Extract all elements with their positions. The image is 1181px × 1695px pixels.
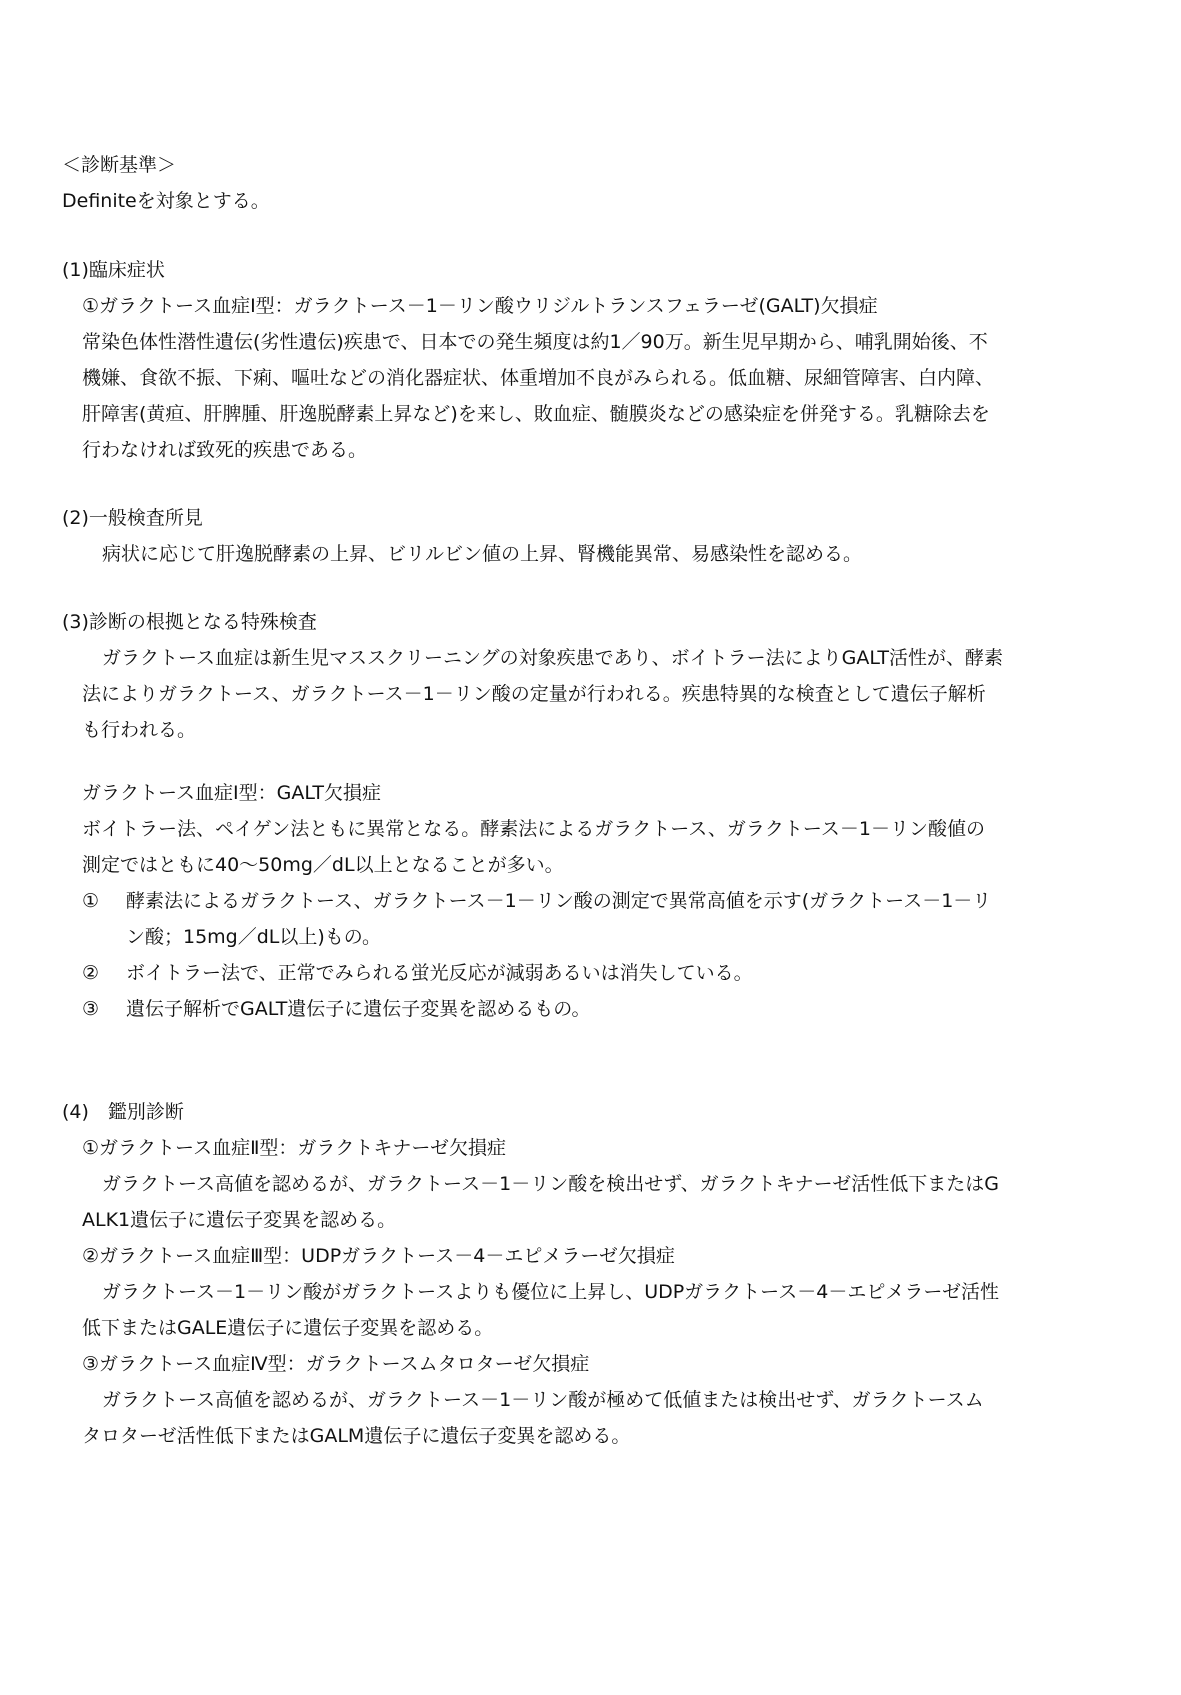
diff-item-line: タロターゼ活性低下またはGALM遺伝子に遺伝子変異を認める。 — [82, 1425, 631, 1447]
diff-item-line: ALK1遺伝子に遺伝子変異を認める。 — [82, 1209, 397, 1231]
section1-heading: (1)臨床症状 — [62, 259, 165, 281]
type1-heading: ガラクトース血症Ⅰ型：GALT欠損症 — [82, 782, 381, 804]
type1-line: ボイトラー法、ペイゲン法ともに異常となる。酵素法によるガラクトース、ガラクトース－1－リン酸値の — [82, 818, 986, 840]
criterion-number: ③ — [82, 998, 100, 1020]
diff-item-title: ①ガラクトース血症Ⅱ型：ガラクトキナーゼ欠損症 — [82, 1137, 507, 1159]
section1-subheading: ①ガラクトース血症Ⅰ型：ガラクトース－1－リン酸ウリジルトランスフェラーゼ(GALT)欠損症 — [82, 295, 878, 317]
section2-heading: (2)一般検査所見 — [62, 507, 203, 529]
diff-item-line: ガラクトース－1－リン酸がガラクトースよりも優位に上昇し、UDPガラクトース－4－エピメラーゼ活性 — [102, 1281, 999, 1303]
criterion-text: 酵素法によるガラクトース、ガラクトース－1－リン酸の測定で異常高値を示す(ガラクトース－1－リ — [126, 890, 992, 912]
criterion-text: 遺伝子解析でGALT遺伝子に遺伝子変異を認めるもの。 — [126, 998, 591, 1020]
section1-line: 機嫌、食欲不振、下痢、嘔吐などの消化器症状、体重増加不良がみられる。低血糖、尿細管障害、白内障、 — [82, 367, 995, 389]
page-title: ＜診断基準＞ — [62, 154, 177, 176]
section1-line: 常染色体性潜性遺伝(劣性遺伝)疾患で、日本での発生頻度は約1／90万。新生児早期から、哺乳開始後、不 — [82, 331, 988, 353]
section1-line: 肝障害(黄疸、肝脾腫、肝逸脱酵素上昇など)を来し、敗血症、髄膜炎などの感染症を併発する。乳糖除去を — [82, 403, 990, 425]
type1-line: 測定ではともに40～50mg／dL以上となることが多い。 — [82, 854, 564, 876]
criterion-number: ① — [82, 890, 100, 912]
criterion-number: ② — [82, 962, 100, 984]
criterion-text: ボイトラー法で、正常でみられる蛍光反応が減弱あるいは消失している。 — [126, 962, 753, 984]
section3-line: も行われる。 — [82, 719, 197, 741]
section4-heading: (4) 鑑別診断 — [62, 1101, 184, 1123]
diff-item-title: ③ガラクトース血症Ⅳ型：ガラクトースムタロターゼ欠損症 — [82, 1353, 590, 1375]
diff-item-line: ガラクトース高値を認めるが、ガラクトース－1－リン酸を検出せず、ガラクトキナーゼ活性低下またはG — [102, 1173, 1000, 1195]
section1-line: 行わなければ致死的疾患である。 — [82, 439, 368, 461]
diff-item-line: 低下またはGALE遺伝子に遺伝子変異を認める。 — [82, 1317, 494, 1339]
section3-line: 法によりガラクトース、ガラクトース－1－リン酸の定量が行われる。疾患特異的な検査として遺伝子解析 — [82, 683, 986, 705]
section2-line: 病状に応じて肝逸脱酵素の上昇、ビリルビン値の上昇、腎機能異常、易感染性を認める。 — [102, 543, 863, 565]
diff-item-line: ガラクトース高値を認めるが、ガラクトース－1－リン酸が極めて低値または検出せず、ガラクトースム — [102, 1389, 984, 1411]
page-subtitle: Definiteを対象とする。 — [62, 190, 270, 212]
section3-line: ガラクトース血症は新生児マススクリーニングの対象疾患であり、ボイトラー法によりGALT活性が、酵素 — [102, 647, 1003, 669]
section3-heading: (3)診断の根拠となる特殊検査 — [62, 611, 317, 633]
criterion-text: ン酸；15mg／dL以上)もの。 — [126, 926, 382, 948]
diff-item-title: ②ガラクトース血症Ⅲ型：UDPガラクトース－4－エピメラーゼ欠損症 — [82, 1245, 675, 1267]
